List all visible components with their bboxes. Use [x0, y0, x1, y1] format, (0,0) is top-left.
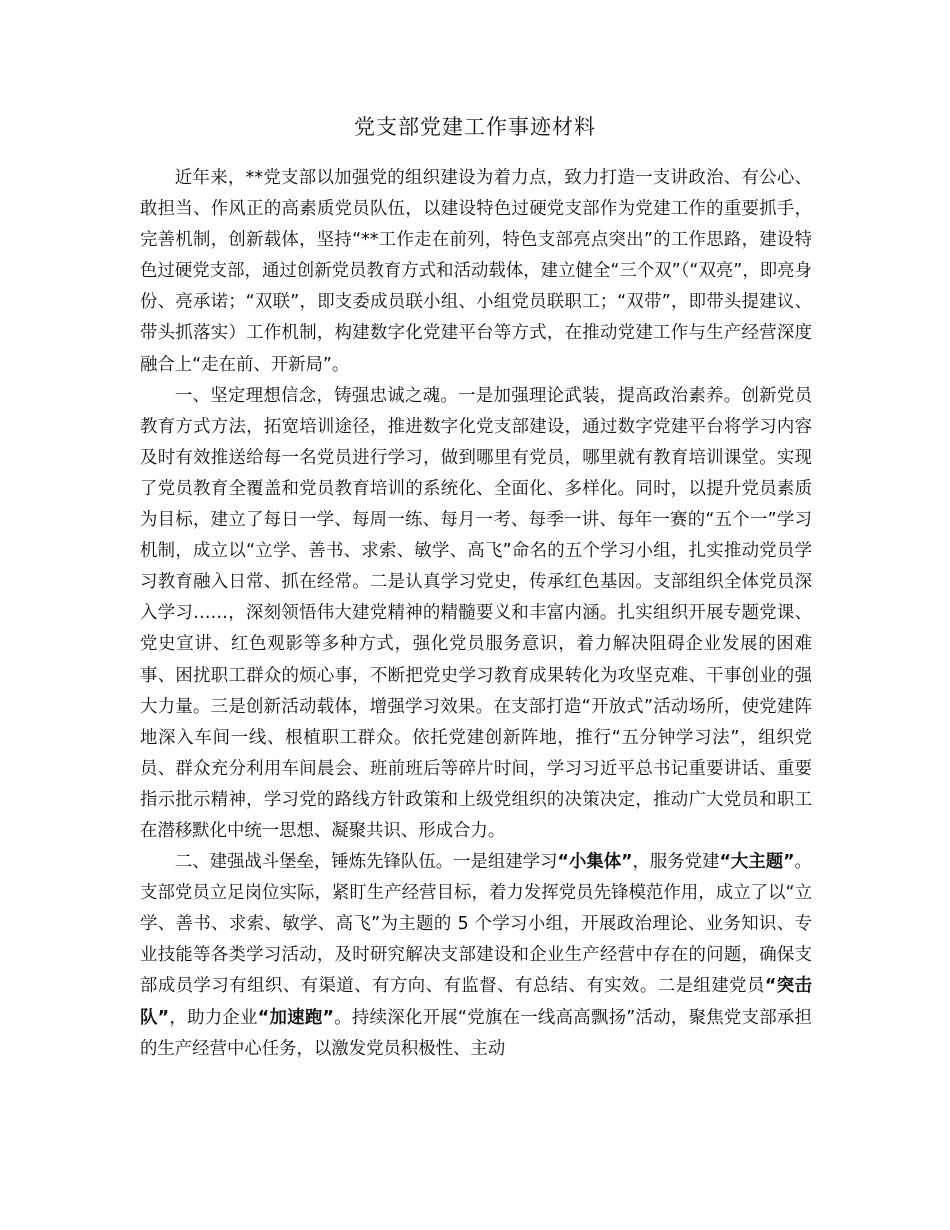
emphasized-phrase: “大主题” [719, 852, 795, 873]
paragraph-section-two [140, 847, 812, 1065]
document-body [140, 163, 812, 1065]
paragraph-section-one: 一、坚定理想信念，铸强忠诚之魂。一是加强理论武装，提高政治素养。创新党员教育方式方法，拓宽培训途径，推进数字化党支部建设，通过数字党建平台将学习内容及时有效推送给每一名党员进行学习，做到哪里有党员，哪里就有教育培训课堂。实现了党员教育全覆盖和党员教育培训的系统化、全面化、多样化。同时，以提升党员素质为目标，建立了每日一学、每周一练、每月一考、每季一讲、每年一赛的“五个一”学习机制，成立以“立学、善书、求索、敏学、高飞”命名的五个学习小组，扎实推动党员学习教育融入日常、抓在经常。二是认真学习党史，传承红色基因。支部组织全体党员深入学习……，深刻领悟伟大建党精神的精髓要义和丰富内涵。扎实组织开展专题党课、党史宣讲、红色观影等多种方式，强化党员服务意识，着力解决阻碍企业发展的困难事、困扰职工群众的烦心事，不断把党史学习教育成果转化为攻坚克难、干事创业的强大力量。三是创新活动载体，增强学习效果。在支部打造“开放式”活动场所，使党建阵地深入车间一线、根植职工群众。依托党建创新阵地，推行“五分钟学习法”，组织党员、群众充分利用车间晨会、班前班后等碎片时间，学习习近平总书记重要讲话、重要指示批示精神，学习党的路线方针政策和上级党组织的决策决定，推动广大党员和职工在潜移默化中统一思想、凝聚共识、形成合力。 [140, 385, 812, 841]
paragraph-text-segment: 二、建强战斗堡垒，锤炼先锋队伍。一是组建学习 [174, 852, 558, 873]
paragraph-text-segment: 。持续深化开展“党旗在一线高高飘扬”活动，聚焦党支部承担的生产经营中心任务，以激发党员积极性、主动 [140, 1007, 812, 1059]
emphasized-phrase: “加速跑” [257, 1007, 334, 1028]
emphasized-phrase: “突击队” [140, 976, 812, 1028]
paragraph-text-segment: ，服务党建 [632, 852, 720, 873]
document-title: 党支部党建工作事迹材料 [354, 115, 596, 139]
emphasized-phrase: “小集体” [557, 852, 633, 873]
paragraph-intro: 近年来，**党支部以加强党的组织建设为着力点，致力打造一支讲政治、有公心、敢担当、作风正的高素质党员队伍，以建设特色过硬党支部作为党建工作的重要抓手，完善机制，创新载体，坚持“**工作走在前列，特色支部亮点突出”的工作思路，建设特色过硬党支部，通过创新党员教育方式和活动载体，建立健全“三个双”（“双亮”，即亮身份、亮承诺；“双联”，即支委成员联小组、小组党员联职工；“双带”，即带头提建议、带头抓落实）工作机制，构建数字化党建平台等方式，在推动党建工作与生产经营深度融合上“走在前、开新局”。 [140, 168, 812, 375]
paragraph-text-segment: 。支部党员立足岗位实际，紧盯生产经营目标，着力发挥党员先锋模范作用，成立了以“立学、善书、求索、敏学、高飞”为主题的 5 个学习小组，开展政治理论、业务知识、专业技能等各类学习活动，及时研究解决支部建设和企业生产经营中存在的问题，确保支部成员学习有组织、有渠道、有方向、有监督、有总结、有实效。二是组建党员 [140, 852, 812, 997]
paragraph-text-segment: ，助力企业 [169, 1007, 258, 1028]
